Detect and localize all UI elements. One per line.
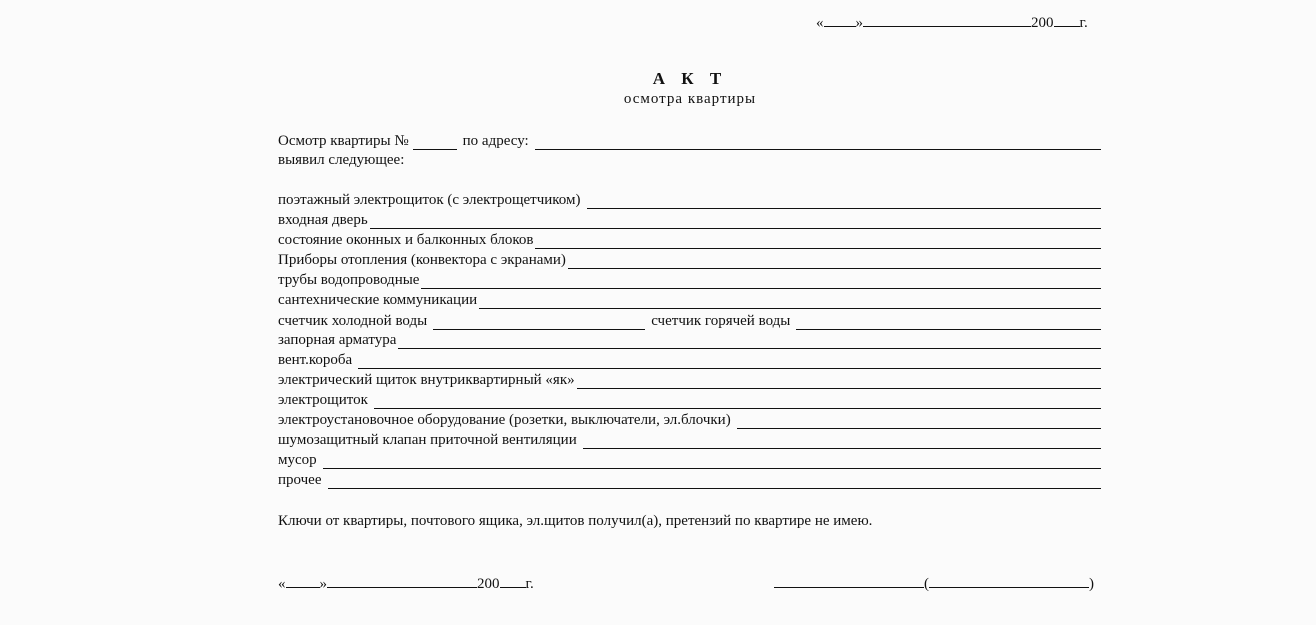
hot-meter-blank[interactable] — [796, 315, 1101, 330]
field-row — [278, 371, 1101, 389]
header-date — [816, 12, 1088, 32]
day-blank[interactable] — [286, 573, 320, 588]
address-blank[interactable] — [535, 135, 1101, 150]
field-blank[interactable] — [328, 474, 1102, 489]
year-blank[interactable] — [500, 573, 526, 588]
field-label: состояние оконных и балконных блоков — [278, 232, 534, 248]
meters-row — [278, 312, 1101, 330]
found-label: выявил следующее: — [278, 152, 405, 168]
field-blank[interactable] — [737, 414, 1101, 429]
year-blank[interactable] — [1054, 12, 1080, 27]
field-blank[interactable] — [577, 374, 1101, 389]
date-quote-close: » — [319, 576, 327, 592]
field-blank[interactable] — [583, 434, 1101, 449]
month-blank[interactable] — [863, 12, 1031, 27]
field-row — [278, 291, 1101, 309]
field-row — [278, 251, 1101, 269]
field-label: прочее — [278, 472, 322, 488]
address-label: по адресу: — [462, 133, 529, 149]
field-row — [278, 331, 1101, 349]
date-quote-open: « — [278, 576, 286, 592]
day-blank[interactable] — [824, 12, 856, 27]
footer-date — [278, 573, 534, 593]
field-row — [278, 471, 1101, 489]
year-suffix: г. — [1079, 15, 1088, 31]
field-blank[interactable] — [323, 454, 1101, 469]
field-blank[interactable] — [421, 274, 1101, 289]
date-quote-open: « — [816, 15, 824, 31]
field-row — [278, 451, 1101, 469]
date-quote-close: » — [855, 15, 863, 31]
apartment-number-blank[interactable] — [413, 135, 457, 150]
signature-block — [774, 573, 1094, 593]
sign-paren-close: ) — [1089, 576, 1094, 592]
signature-blank[interactable] — [774, 573, 924, 588]
hot-meter-label: счетчик горячей воды — [651, 313, 791, 329]
field-blank[interactable] — [374, 394, 1101, 409]
field-blank[interactable] — [535, 234, 1101, 249]
field-row — [278, 351, 1101, 369]
field-row — [278, 211, 1101, 229]
field-label: электрический щиток внутриквартирный «як» — [278, 372, 575, 388]
document-subtitle: осмотра квартиры — [623, 91, 757, 107]
field-label: запорная арматура — [278, 332, 397, 348]
year-suffix: г. — [525, 576, 534, 592]
field-label: сантехнические коммуникации — [278, 292, 478, 308]
field-blank[interactable] — [358, 354, 1101, 369]
apartment-number-label: Осмотр квартиры № — [278, 133, 409, 149]
field-row — [278, 271, 1101, 289]
keys-statement: Ключи от квартиры, почтового ящика, эл.щитов получил(а), претензий по квартире не имею. — [278, 513, 873, 529]
field-blank[interactable] — [568, 254, 1101, 269]
field-blank[interactable] — [587, 194, 1101, 209]
field-row — [278, 431, 1101, 449]
cold-meter-blank[interactable] — [433, 315, 645, 330]
field-row — [278, 411, 1101, 429]
month-blank[interactable] — [327, 573, 477, 588]
field-row — [278, 191, 1101, 209]
year-prefix: 200 — [477, 576, 500, 592]
field-blank[interactable] — [370, 214, 1101, 229]
cold-meter-label: счетчик холодной воды — [278, 313, 428, 329]
name-blank[interactable] — [929, 573, 1089, 588]
field-label: электроустановочное оборудование (розетки, выключатели, эл.блочки) — [278, 412, 731, 428]
intro-row — [278, 132, 1101, 150]
field-row — [278, 231, 1101, 249]
field-label: входная дверь — [278, 212, 368, 228]
field-label: вент.короба — [278, 352, 353, 368]
field-row — [278, 391, 1101, 409]
field-label: поэтажный электрощиток (с электрощетчиком) — [278, 192, 581, 208]
field-blank[interactable] — [398, 334, 1101, 349]
field-label: мусор — [278, 452, 317, 468]
field-label: трубы водопроводные — [278, 272, 420, 288]
year-prefix: 200 — [1031, 15, 1054, 31]
field-label: шумозащитный клапан приточной вентиляции — [278, 432, 577, 448]
field-blank[interactable] — [479, 294, 1101, 309]
field-label: Приборы отопления (конвектора с экранами) — [278, 252, 566, 268]
sign-paren-open: ( — [924, 576, 929, 592]
document-title: А К Т — [652, 69, 728, 88]
field-label: электрощиток — [278, 392, 368, 408]
